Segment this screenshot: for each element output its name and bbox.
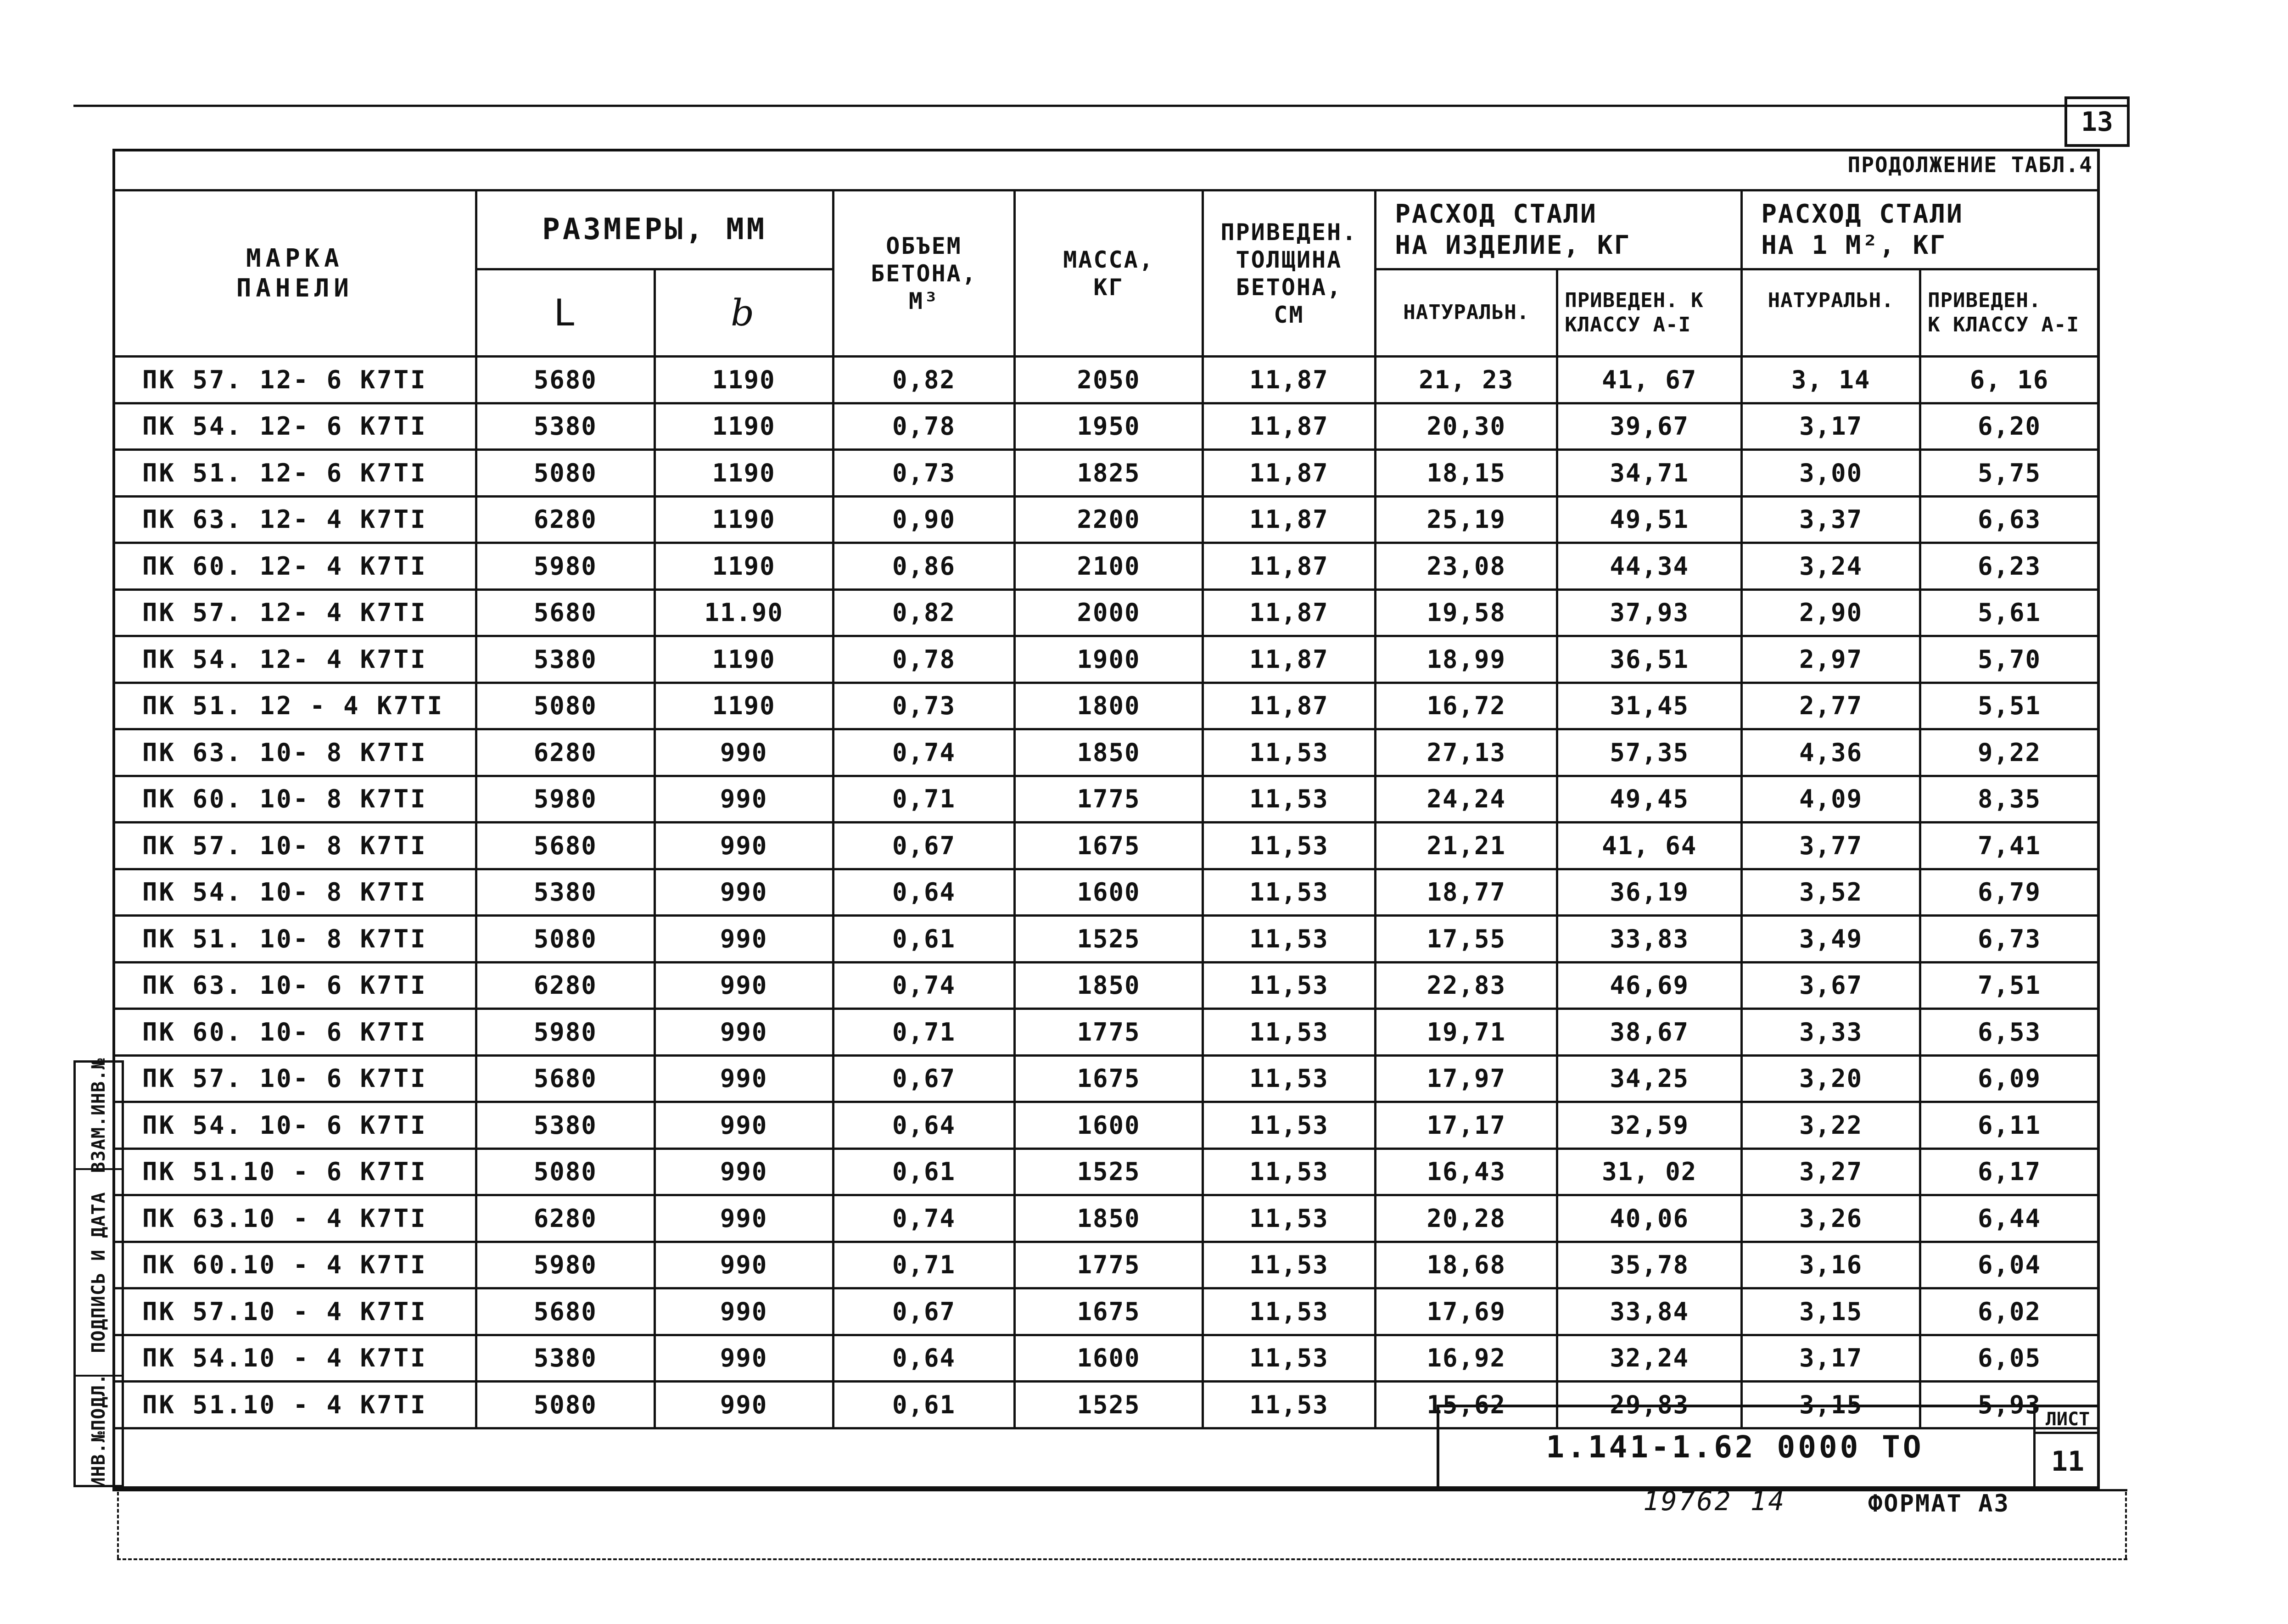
cell-reduced-thickness: 11,53 <box>1203 1148 1376 1195</box>
cell-length: 5080 <box>476 450 655 497</box>
cell-length: 5380 <box>476 869 655 916</box>
header-natural-m2: НАТУРАЛЬН. <box>1742 269 1920 357</box>
cell-steel-reduced: 49,51 <box>1557 496 1742 543</box>
cell-mass: 1600 <box>1015 1102 1203 1149</box>
cell-concrete-volume: 0,74 <box>833 962 1015 1009</box>
cell-width: 990 <box>655 1009 833 1056</box>
side-stamp <box>73 1060 124 1487</box>
cell-length: 5080 <box>476 1148 655 1195</box>
cell-mark: ПК 60. 10- 8 К7ТI <box>114 776 476 823</box>
cell-concrete-volume: 0,82 <box>833 357 1015 403</box>
cut-line-bottom <box>117 1558 2127 1560</box>
cell-steel-natural: 17,17 <box>1376 1102 1557 1149</box>
cell-steel-m2-reduced: 6,20 <box>1920 403 2099 450</box>
table-row <box>114 1335 2099 1382</box>
top-rule <box>73 105 2127 107</box>
cell-mark: ПК 63. 10- 6 К7ТI <box>114 962 476 1009</box>
cell-mass: 1775 <box>1015 776 1203 823</box>
cell-steel-m2-reduced: 6,09 <box>1920 1055 2099 1102</box>
cell-steel-m2-reduced: 8,35 <box>1920 776 2099 823</box>
stamp-signature-date: ПОДПИСЬ И ДАТА <box>88 1192 109 1353</box>
cell-mass: 2000 <box>1015 589 1203 636</box>
cell-mass: 1775 <box>1015 1242 1203 1288</box>
cell-reduced-thickness: 11,53 <box>1203 729 1376 776</box>
cell-steel-m2-reduced: 5,70 <box>1920 636 2099 683</box>
cell-mass: 2200 <box>1015 496 1203 543</box>
cell-mass: 1675 <box>1015 823 1203 869</box>
cell-steel-m2-natural: 3,15 <box>1742 1382 1920 1428</box>
cell-steel-m2-reduced: 7,51 <box>1920 962 2099 1009</box>
cell-concrete-volume: 0,67 <box>833 1055 1015 1102</box>
cell-length: 5980 <box>476 1242 655 1288</box>
cell-steel-natural: 16,43 <box>1376 1148 1557 1195</box>
cell-concrete-volume: 0,67 <box>833 823 1015 869</box>
cell-concrete-volume: 0,73 <box>833 683 1015 729</box>
panel-table <box>112 189 2100 1429</box>
table-row <box>114 1242 2099 1288</box>
table-row <box>114 1148 2099 1195</box>
cell-reduced-thickness: 11,53 <box>1203 1382 1376 1428</box>
cell-steel-natural: 17,97 <box>1376 1055 1557 1102</box>
cell-mass: 1850 <box>1015 962 1203 1009</box>
cell-steel-m2-natural: 2,97 <box>1742 636 1920 683</box>
cell-length: 5080 <box>476 916 655 963</box>
cell-width: 990 <box>655 1195 833 1242</box>
cell-concrete-volume: 0,61 <box>833 1382 1015 1428</box>
cell-width: 990 <box>655 962 833 1009</box>
stamp-signature-date-cell <box>76 1168 122 1375</box>
cell-width: 1190 <box>655 543 833 590</box>
cell-length: 5380 <box>476 1335 655 1382</box>
cell-mark: ПК 63. 10- 8 К7ТI <box>114 729 476 776</box>
cell-mark: ПК 60. 12- 4 К7ТI <box>114 543 476 590</box>
cell-width: 990 <box>655 1102 833 1149</box>
cell-steel-m2-natural: 3,27 <box>1742 1148 1920 1195</box>
header-reduced-a1: ПРИВЕДЕН. К КЛАССУ А-I <box>1557 269 1742 357</box>
cell-concrete-volume: 0,64 <box>833 1335 1015 1382</box>
stamp-replaced-inv-cell <box>76 1058 122 1173</box>
cell-reduced-thickness: 11,53 <box>1203 916 1376 963</box>
cell-steel-natural: 21, 23 <box>1376 357 1557 403</box>
cell-steel-natural: 16,92 <box>1376 1335 1557 1382</box>
cell-steel-m2-reduced: 6,02 <box>1920 1288 2099 1335</box>
header-natural: НАТУРАЛЬН. <box>1376 269 1557 357</box>
cell-steel-m2-natural: 4,36 <box>1742 729 1920 776</box>
cell-steel-reduced: 41, 64 <box>1557 823 1742 869</box>
continuation-label: ПРОДОЛЖЕНИЕ ТАБЛ.4 <box>1847 152 2093 177</box>
cell-mass: 1675 <box>1015 1055 1203 1102</box>
sheet-label: ЛИСТ <box>2033 1407 2100 1434</box>
cell-steel-natural: 18,15 <box>1376 450 1557 497</box>
cell-width: 1190 <box>655 636 833 683</box>
cell-mark: ПК 51. 12 - 4 К7ТI <box>114 683 476 729</box>
cell-steel-natural: 19,58 <box>1376 589 1557 636</box>
cell-concrete-volume: 0,74 <box>833 1195 1015 1242</box>
cell-width: 990 <box>655 729 833 776</box>
cell-width: 1190 <box>655 683 833 729</box>
cell-steel-reduced: 33,84 <box>1557 1288 1742 1335</box>
cell-reduced-thickness: 11,53 <box>1203 1242 1376 1288</box>
table-row <box>114 1102 2099 1149</box>
cell-steel-m2-natural: 2,90 <box>1742 589 1920 636</box>
table-row <box>114 823 2099 869</box>
cell-reduced-thickness: 11,87 <box>1203 683 1376 729</box>
cell-steel-m2-natural: 3,26 <box>1742 1195 1920 1242</box>
cell-length: 5680 <box>476 1055 655 1102</box>
header-dimensions: РАЗМЕРЫ, ММ <box>476 190 833 269</box>
cell-steel-natural: 27,13 <box>1376 729 1557 776</box>
stamp-replaced-inv: ВЗАМ.ИНВ.№ <box>88 1058 109 1173</box>
cell-steel-reduced: 31, 02 <box>1557 1148 1742 1195</box>
cell-steel-m2-reduced: 5,61 <box>1920 589 2099 636</box>
cell-steel-natural: 22,83 <box>1376 962 1557 1009</box>
cell-width: 990 <box>655 1148 833 1195</box>
cell-steel-reduced: 33,83 <box>1557 916 1742 963</box>
table-row <box>114 1288 2099 1335</box>
cell-reduced-thickness: 11,53 <box>1203 869 1376 916</box>
cell-concrete-volume: 0,78 <box>833 636 1015 683</box>
cell-steel-m2-natural: 3,20 <box>1742 1055 1920 1102</box>
cell-steel-natural: 20,28 <box>1376 1195 1557 1242</box>
cell-width: 990 <box>655 916 833 963</box>
header-steel-per-m2: РАСХОД СТАЛИ НА 1 М², КГ <box>1742 190 2099 269</box>
cell-mass: 1600 <box>1015 869 1203 916</box>
cell-width: 1190 <box>655 496 833 543</box>
cell-length: 5080 <box>476 683 655 729</box>
table-row <box>114 496 2099 543</box>
stamp-inv-original: ИНВ.№ПОДЛ. <box>88 1373 109 1489</box>
cell-steel-reduced: 44,34 <box>1557 543 1742 590</box>
cell-mass: 1525 <box>1015 1382 1203 1428</box>
cell-steel-m2-natural: 3,15 <box>1742 1288 1920 1335</box>
cell-concrete-volume: 0,61 <box>833 1148 1015 1195</box>
cell-steel-reduced: 36,51 <box>1557 636 1742 683</box>
cell-width: 990 <box>655 1382 833 1428</box>
cell-mass: 1950 <box>1015 403 1203 450</box>
cell-steel-m2-natural: 3,67 <box>1742 962 1920 1009</box>
cell-mark: ПК 60. 10- 6 К7ТI <box>114 1009 476 1056</box>
cell-concrete-volume: 0,64 <box>833 869 1015 916</box>
cell-reduced-thickness: 11,53 <box>1203 776 1376 823</box>
cell-width: 990 <box>655 1242 833 1288</box>
cell-width: 990 <box>655 776 833 823</box>
cell-steel-m2-reduced: 6,04 <box>1920 1242 2099 1288</box>
cell-steel-m2-natural: 3,24 <box>1742 543 1920 590</box>
cell-reduced-thickness: 11,53 <box>1203 1102 1376 1149</box>
cell-mark: ПК 60.10 - 4 К7ТI <box>114 1242 476 1288</box>
cell-mass: 1900 <box>1015 636 1203 683</box>
cell-length: 6280 <box>476 496 655 543</box>
cell-steel-m2-reduced: 9,22 <box>1920 729 2099 776</box>
cell-concrete-volume: 0,86 <box>833 543 1015 590</box>
cell-steel-reduced: 39,67 <box>1557 403 1742 450</box>
cell-width: 1190 <box>655 450 833 497</box>
table-row <box>114 450 2099 497</box>
sheet-format: ФОРМАТ А3 <box>1868 1490 2010 1518</box>
cell-length: 5980 <box>476 543 655 590</box>
cell-steel-m2-natural: 3,00 <box>1742 450 1920 497</box>
cell-concrete-volume: 0,71 <box>833 776 1015 823</box>
header-dim-b: b <box>655 269 833 357</box>
cell-mass: 1525 <box>1015 916 1203 963</box>
cell-mass: 1825 <box>1015 450 1203 497</box>
cell-length: 6280 <box>476 729 655 776</box>
cell-mark: ПК 63. 12- 4 К7ТI <box>114 496 476 543</box>
cell-steel-m2-reduced: 6,73 <box>1920 916 2099 963</box>
cell-width: 990 <box>655 869 833 916</box>
cell-length: 6280 <box>476 1195 655 1242</box>
cell-steel-natural: 18,99 <box>1376 636 1557 683</box>
cell-reduced-thickness: 11,87 <box>1203 636 1376 683</box>
cell-concrete-volume: 0,71 <box>833 1242 1015 1288</box>
cell-length: 5680 <box>476 589 655 636</box>
cell-steel-natural: 18,68 <box>1376 1242 1557 1288</box>
cell-mark: ПК 54. 10- 6 К7ТI <box>114 1102 476 1149</box>
cell-reduced-thickness: 11,53 <box>1203 1009 1376 1056</box>
cell-steel-reduced: 35,78 <box>1557 1242 1742 1288</box>
cell-length: 5380 <box>476 1102 655 1149</box>
cell-steel-reduced: 57,35 <box>1557 729 1742 776</box>
cell-width: 11.90 <box>655 589 833 636</box>
cell-steel-m2-natural: 3, 14 <box>1742 357 1920 403</box>
cell-length: 5680 <box>476 1288 655 1335</box>
cell-mark: ПК 63.10 - 4 К7ТI <box>114 1195 476 1242</box>
cell-steel-m2-reduced: 5,51 <box>1920 683 2099 729</box>
cell-mark: ПК 54. 12- 6 К7ТI <box>114 403 476 450</box>
cell-mark: ПК 57. 12- 6 К7ТI <box>114 357 476 403</box>
cell-length: 5080 <box>476 1382 655 1428</box>
cell-steel-reduced: 32,59 <box>1557 1102 1742 1149</box>
cell-mass: 1525 <box>1015 1148 1203 1195</box>
cell-steel-m2-natural: 3,52 <box>1742 869 1920 916</box>
cell-length: 5680 <box>476 357 655 403</box>
inventory-number: 19762 14 <box>1643 1485 1786 1517</box>
cell-width: 990 <box>655 1055 833 1102</box>
cell-steel-reduced: 38,67 <box>1557 1009 1742 1056</box>
cell-length: 6280 <box>476 962 655 1009</box>
cell-steel-m2-reduced: 6,44 <box>1920 1195 2099 1242</box>
header-dim-l: L <box>476 269 655 357</box>
cell-reduced-thickness: 11,87 <box>1203 450 1376 497</box>
page-number: 13 <box>2064 96 2130 147</box>
cell-width: 1190 <box>655 403 833 450</box>
cell-mass: 2050 <box>1015 357 1203 403</box>
cell-mark: ПК 57. 10- 8 К7ТI <box>114 823 476 869</box>
cell-concrete-volume: 0,82 <box>833 589 1015 636</box>
cell-steel-m2-reduced: 7,41 <box>1920 823 2099 869</box>
cell-steel-m2-natural: 3,17 <box>1742 403 1920 450</box>
cell-mark: ПК 51. 12- 6 К7ТI <box>114 450 476 497</box>
cell-concrete-volume: 0,73 <box>833 450 1015 497</box>
cell-steel-m2-natural: 3,33 <box>1742 1009 1920 1056</box>
cell-steel-natural: 20,30 <box>1376 403 1557 450</box>
cell-steel-natural: 17,55 <box>1376 916 1557 963</box>
cell-steel-reduced: 40,06 <box>1557 1195 1742 1242</box>
cell-reduced-thickness: 11,87 <box>1203 496 1376 543</box>
cell-length: 5380 <box>476 403 655 450</box>
table-row <box>114 729 2099 776</box>
cell-steel-natural: 25,19 <box>1376 496 1557 543</box>
cell-steel-natural: 15,62 <box>1376 1382 1557 1428</box>
cell-mass: 2100 <box>1015 543 1203 590</box>
cell-mark: ПК 57. 10- 6 К7ТI <box>114 1055 476 1102</box>
cell-reduced-thickness: 11,53 <box>1203 1288 1376 1335</box>
cell-steel-m2-reduced: 6,05 <box>1920 1335 2099 1382</box>
cell-steel-reduced: 29,83 <box>1557 1382 1742 1428</box>
cell-steel-m2-natural: 4,09 <box>1742 776 1920 823</box>
cell-width: 990 <box>655 823 833 869</box>
header-steel-per-item: РАСХОД СТАЛИ НА ИЗДЕЛИЕ, КГ <box>1376 190 1742 269</box>
cut-line-right <box>2125 1492 2127 1558</box>
cell-reduced-thickness: 11,53 <box>1203 1195 1376 1242</box>
cell-steel-reduced: 46,69 <box>1557 962 1742 1009</box>
cell-concrete-volume: 0,67 <box>833 1288 1015 1335</box>
cell-mass: 1850 <box>1015 1195 1203 1242</box>
cell-steel-m2-reduced: 6,63 <box>1920 496 2099 543</box>
cell-steel-m2-reduced: 6,23 <box>1920 543 2099 590</box>
cell-steel-m2-natural: 3,77 <box>1742 823 1920 869</box>
table-row <box>114 869 2099 916</box>
cell-steel-m2-reduced: 5,75 <box>1920 450 2099 497</box>
cell-reduced-thickness: 11,87 <box>1203 589 1376 636</box>
bottom-rule <box>112 1489 2127 1491</box>
table-row <box>114 543 2099 590</box>
cell-mark: ПК 51.10 - 4 К7ТI <box>114 1382 476 1428</box>
cell-steel-natural: 23,08 <box>1376 543 1557 590</box>
cell-steel-natural: 21,21 <box>1376 823 1557 869</box>
table-row <box>114 1195 2099 1242</box>
cut-line-left <box>117 1492 119 1558</box>
cell-mark: ПК 51.10 - 6 К7ТI <box>114 1148 476 1195</box>
cell-steel-reduced: 34,71 <box>1557 450 1742 497</box>
document-code: 1.141-1.62 0000 ТО <box>1546 1429 1924 1465</box>
cell-mark: ПК 57.10 - 4 К7ТI <box>114 1288 476 1335</box>
cell-length: 5980 <box>476 776 655 823</box>
table-row <box>114 916 2099 963</box>
cell-mass: 1800 <box>1015 683 1203 729</box>
table-row <box>114 357 2099 403</box>
cell-steel-m2-reduced: 5,93 <box>1920 1382 2099 1428</box>
table-row <box>114 1009 2099 1056</box>
cell-steel-m2-natural: 3,17 <box>1742 1335 1920 1382</box>
cell-length: 5980 <box>476 1009 655 1056</box>
cell-reduced-thickness: 11,53 <box>1203 1335 1376 1382</box>
cell-steel-m2-reduced: 6, 16 <box>1920 357 2099 403</box>
table-row <box>114 962 2099 1009</box>
cell-steel-reduced: 32,24 <box>1557 1335 1742 1382</box>
cell-mark: ПК 54.10 - 4 К7ТI <box>114 1335 476 1382</box>
table-row <box>114 589 2099 636</box>
cell-steel-m2-natural: 3,37 <box>1742 496 1920 543</box>
table-row <box>114 636 2099 683</box>
header-concrete-volume: ОБЪЕМ БЕТОНА, М³ <box>833 190 1015 357</box>
cell-reduced-thickness: 11,53 <box>1203 823 1376 869</box>
cell-steel-natural: 24,24 <box>1376 776 1557 823</box>
cell-mark: ПК 54. 12- 4 К7ТI <box>114 636 476 683</box>
cell-length: 5380 <box>476 636 655 683</box>
cell-steel-m2-reduced: 6,11 <box>1920 1102 2099 1149</box>
cell-steel-m2-reduced: 6,53 <box>1920 1009 2099 1056</box>
table-row <box>114 683 2099 729</box>
cell-mass: 1775 <box>1015 1009 1203 1056</box>
sheet-number: 11 <box>2033 1434 2100 1489</box>
cell-steel-m2-natural: 3,22 <box>1742 1102 1920 1149</box>
stamp-inv-original-cell <box>76 1373 122 1489</box>
cell-steel-reduced: 36,19 <box>1557 869 1742 916</box>
cell-steel-reduced: 34,25 <box>1557 1055 1742 1102</box>
cell-concrete-volume: 0,71 <box>833 1009 1015 1056</box>
cell-steel-m2-reduced: 6,17 <box>1920 1148 2099 1195</box>
cell-steel-m2-natural: 3,16 <box>1742 1242 1920 1288</box>
cell-mark: ПК 54. 10- 8 К7ТI <box>114 869 476 916</box>
cell-reduced-thickness: 11,53 <box>1203 1055 1376 1102</box>
cell-mark: ПК 57. 12- 4 К7ТI <box>114 589 476 636</box>
cell-width: 990 <box>655 1335 833 1382</box>
cell-reduced-thickness: 11,87 <box>1203 403 1376 450</box>
cell-width: 1190 <box>655 357 833 403</box>
cell-reduced-thickness: 11,53 <box>1203 962 1376 1009</box>
cell-mass: 1600 <box>1015 1335 1203 1382</box>
cell-concrete-volume: 0,90 <box>833 496 1015 543</box>
cell-steel-natural: 16,72 <box>1376 683 1557 729</box>
cell-concrete-volume: 0,61 <box>833 916 1015 963</box>
table-row <box>114 403 2099 450</box>
cell-mass: 1675 <box>1015 1288 1203 1335</box>
header-reduced-thickness: ПРИВЕДЕН. ТОЛЩИНА БЕТОНА, СМ <box>1203 190 1376 357</box>
header-mass: МАССА, КГ <box>1015 190 1203 357</box>
cell-concrete-volume: 0,74 <box>833 729 1015 776</box>
cell-reduced-thickness: 11,87 <box>1203 543 1376 590</box>
cell-reduced-thickness: 11,87 <box>1203 357 1376 403</box>
table-row <box>114 776 2099 823</box>
header-mark: МАРКА ПАНЕЛИ <box>114 190 476 357</box>
cell-width: 990 <box>655 1288 833 1335</box>
cell-steel-m2-reduced: 6,79 <box>1920 869 2099 916</box>
cell-steel-m2-natural: 2,77 <box>1742 683 1920 729</box>
table-row <box>114 1055 2099 1102</box>
cell-steel-reduced: 31,45 <box>1557 683 1742 729</box>
cell-concrete-volume: 0,64 <box>833 1102 1015 1149</box>
cell-steel-natural: 17,69 <box>1376 1288 1557 1335</box>
cell-steel-natural: 19,71 <box>1376 1009 1557 1056</box>
cell-mark: ПК 51. 10- 8 К7ТI <box>114 916 476 963</box>
cell-length: 5680 <box>476 823 655 869</box>
cell-steel-reduced: 41, 67 <box>1557 357 1742 403</box>
cell-steel-reduced: 49,45 <box>1557 776 1742 823</box>
cell-steel-reduced: 37,93 <box>1557 589 1742 636</box>
cell-mass: 1850 <box>1015 729 1203 776</box>
cell-concrete-volume: 0,78 <box>833 403 1015 450</box>
header-reduced-a1-m2: ПРИВЕДЕН. К КЛАССУ А-I <box>1920 269 2099 357</box>
cell-steel-natural: 18,77 <box>1376 869 1557 916</box>
cell-steel-m2-natural: 3,49 <box>1742 916 1920 963</box>
